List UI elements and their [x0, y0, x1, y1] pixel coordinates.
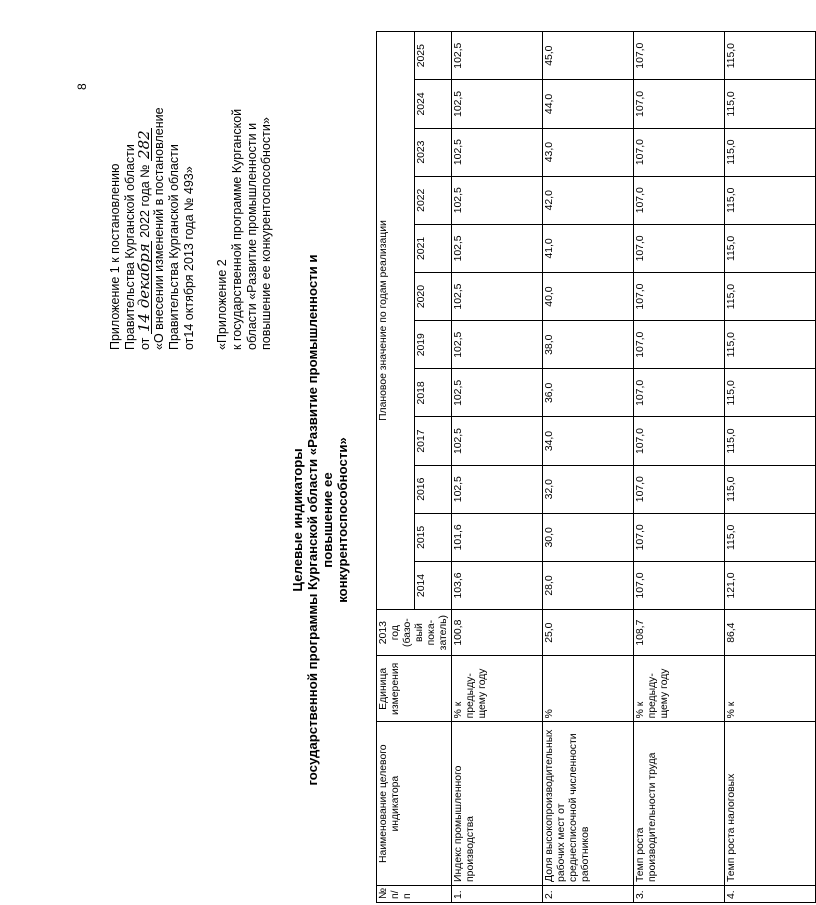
- plan-value: 107,0: [634, 369, 725, 417]
- plan-value: 102,5: [452, 321, 543, 369]
- header-year: 2024: [414, 80, 452, 128]
- base-value: 86,4: [725, 610, 816, 656]
- plan-value: 45,0: [543, 32, 634, 80]
- plan-value: 107,0: [634, 176, 725, 224]
- appendix-1-line: Правительства Курганской области: [167, 144, 182, 350]
- plan-value: 102,5: [452, 32, 543, 80]
- title-line: Целевые индикаторы: [290, 448, 305, 592]
- header-unit: Единица измерения: [377, 656, 452, 722]
- indicator-name: Индекс промышленного производства: [452, 722, 543, 886]
- plan-value: 38,0: [543, 321, 634, 369]
- indicators-table: [376, 31, 816, 903]
- plan-value: 115,0: [725, 513, 816, 561]
- plan-value: 107,0: [634, 80, 725, 128]
- date-year: 2022 года №: [137, 164, 152, 238]
- plan-value: 107,0: [634, 272, 725, 320]
- row-num: 1.: [452, 885, 543, 902]
- header-year: 2015: [414, 513, 452, 561]
- plan-value: 102,5: [452, 417, 543, 465]
- base-value: 25,0: [543, 610, 634, 656]
- indicator-name: Темп роста налоговых: [725, 722, 816, 886]
- header-year: 2016: [414, 465, 452, 513]
- base-value: 100,8: [452, 610, 543, 656]
- plan-value: 40,0: [543, 272, 634, 320]
- plan-value: 115,0: [725, 176, 816, 224]
- row-num: 3.: [634, 885, 725, 902]
- plan-value: 107,0: [634, 561, 725, 609]
- header-year: 2017: [414, 417, 452, 465]
- plan-value: 102,5: [452, 369, 543, 417]
- header-year: 2018: [414, 369, 452, 417]
- plan-value: 102,5: [452, 272, 543, 320]
- base-value: 108,7: [634, 610, 725, 656]
- plan-value: 28,0: [543, 561, 634, 609]
- plan-value: 115,0: [725, 224, 816, 272]
- plan-value: 102,5: [452, 80, 543, 128]
- row-num: 4.: [725, 885, 816, 902]
- header-year: 2021: [414, 224, 452, 272]
- page-number: 8: [75, 83, 89, 90]
- date-prefix: от: [137, 337, 152, 350]
- appendix-1-line: Правительства Курганской области: [122, 144, 137, 350]
- plan-value: 115,0: [725, 32, 816, 80]
- plan-value: 41,0: [543, 224, 634, 272]
- plan-value: 36,0: [543, 369, 634, 417]
- plan-value: 32,0: [543, 465, 634, 513]
- appendix-2-line: к государственной программе Курганской: [229, 108, 244, 350]
- title-line: государственной программы Курганской области «Развитие промышленности и повышение ее: [305, 254, 335, 786]
- header-plan: Плановое значение по годам реализации: [377, 32, 415, 610]
- appendix-2-block: [215, 109, 274, 350]
- indicator-unit: % к предыду-щему году: [452, 656, 543, 722]
- header-year: 2019: [414, 321, 452, 369]
- appendix-1-block: [108, 107, 197, 350]
- header-row: [377, 32, 415, 903]
- indicator-name: Темп роста производительности труда: [634, 722, 725, 886]
- header-year: 2025: [414, 32, 452, 80]
- plan-value: 101,6: [452, 513, 543, 561]
- plan-value: 107,0: [634, 128, 725, 176]
- appendix-2-line: повышение ее конкурентоспособности»: [259, 117, 274, 350]
- indicator-unit: % к: [725, 656, 816, 722]
- header-year: 2023: [414, 128, 452, 176]
- indicator-unit: % к предыду-щему году: [634, 656, 725, 722]
- handwritten-number: 282: [134, 130, 153, 159]
- plan-value: 115,0: [725, 128, 816, 176]
- appendix-1-date-line: [134, 107, 153, 350]
- appendix-1-line: Приложение 1 к постановлению: [108, 163, 122, 350]
- header-year: 2020: [414, 272, 452, 320]
- plan-value: 107,0: [634, 513, 725, 561]
- header-name: Наименование целевого индикатора: [377, 722, 452, 886]
- table-row: [725, 32, 816, 903]
- appendix-1-line: от14 октября 2013 года № 493»: [181, 166, 196, 350]
- plan-value: 107,0: [634, 417, 725, 465]
- plan-value: 43,0: [543, 128, 634, 176]
- row-num: 2.: [543, 885, 634, 902]
- plan-value: 102,5: [452, 224, 543, 272]
- table-row: [634, 32, 725, 903]
- plan-value: 115,0: [725, 369, 816, 417]
- header-base: 2013 год (базо-вый пока-затель): [377, 610, 452, 656]
- document-title: [290, 245, 350, 795]
- plan-value: 115,0: [725, 417, 816, 465]
- header-year: 2022: [414, 176, 452, 224]
- plan-value: 103,6: [452, 561, 543, 609]
- title-line: конкурентоспособности»: [335, 437, 350, 603]
- plan-value: 42,0: [543, 176, 634, 224]
- plan-value: 115,0: [725, 321, 816, 369]
- plan-value: 107,0: [634, 32, 725, 80]
- plan-value: 115,0: [725, 80, 816, 128]
- handwritten-date: 14 декабря: [134, 243, 153, 333]
- plan-value: 121,0: [725, 561, 816, 609]
- header-num: № п/п: [377, 885, 452, 902]
- plan-value: 102,5: [452, 176, 543, 224]
- plan-value: 115,0: [725, 465, 816, 513]
- header-year: 2014: [414, 561, 452, 609]
- plan-value: 30,0: [543, 513, 634, 561]
- appendix-1-line: «О внесении изменений в постановление: [152, 107, 167, 350]
- indicator-name: Доля высокопроизводительных рабочих мест от среднесписочной численности работников: [543, 722, 634, 886]
- plan-value: 102,5: [452, 128, 543, 176]
- table-row: [543, 32, 634, 903]
- plan-value: 107,0: [634, 465, 725, 513]
- appendix-2-line: «Приложение 2: [215, 259, 229, 350]
- plan-value: 115,0: [725, 272, 816, 320]
- appendix-2-line: области «Развитие промышленности и: [244, 122, 259, 350]
- indicator-unit: %: [543, 656, 634, 722]
- table-row: [452, 32, 543, 903]
- plan-value: 34,0: [543, 417, 634, 465]
- plan-value: 107,0: [634, 224, 725, 272]
- plan-value: 107,0: [634, 321, 725, 369]
- plan-value: 102,5: [452, 465, 543, 513]
- plan-value: 44,0: [543, 80, 634, 128]
